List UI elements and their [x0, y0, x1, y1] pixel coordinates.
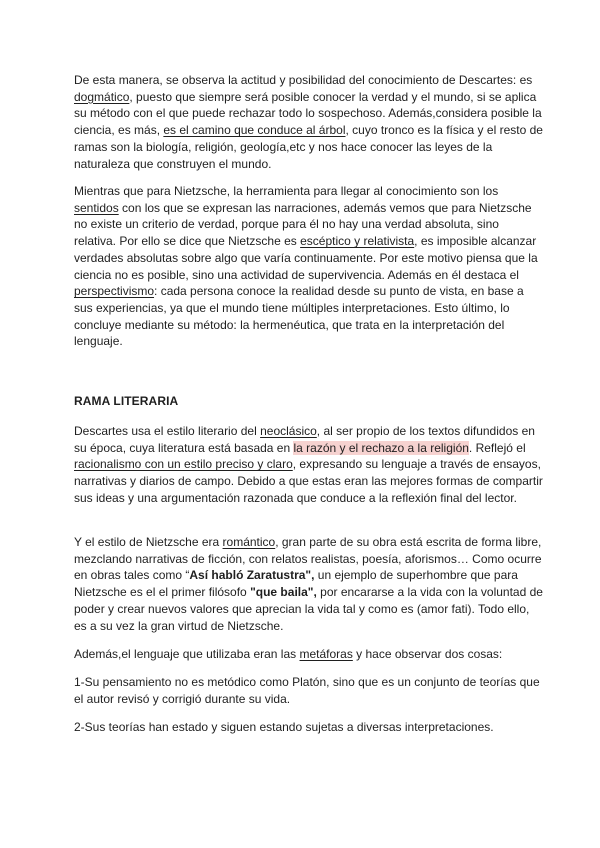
underlined-phrase-camino-arbol: es el camino que conduce al árbol [163, 123, 346, 138]
text-run: , expresando su lenguaje a través de ensayos, narrativas y diarios de campo. Debido a que estas eran las mejores formas de compartir sus ideas y una argumentación razonada que conduce a la reflexión final del lector. [74, 457, 543, 505]
text-run: , gran parte de su obra está escrita de forma libre, mezclando narrativas de ficción, con relatos realistas, poesía, aforismos… Como ocurre en obras tales como “ [74, 535, 542, 583]
numbered-point-2: 2-Sus teorías han estado y siguen estando sujetas a diversas interpretaciones. [74, 720, 494, 734]
underlined-term-dogmatico: dogmático [74, 89, 130, 104]
text-run: , cuyo tronco es la física y el resto de ramas son la biología, religión, geología,etc y nos hace conocer las leyes de la naturaleza que construyen el mundo. [74, 123, 543, 171]
underlined-term-neoclasico: neoclásico [260, 424, 317, 438]
text-run: , al ser propio de los textos difundidos en su época, cuya literatura está basada en [74, 424, 535, 455]
text-run: Además,el lenguaje que utilizaba eran las [74, 647, 300, 661]
paragraph-descartes-style [74, 423, 544, 507]
text-run: Y el estilo de Nietzsche era [74, 535, 223, 549]
paragraph-nietzsche-style [74, 534, 544, 634]
text-run: con los que se expresan las narraciones, además vemos que para Nietzsche no existe un criterio de verdad, porque para él no hay una verdad absoluta, sino relativa. Por ello se dice que Nietzsche es [74, 200, 532, 249]
text-run: Mientras que para Nietzsche, la herramienta para llegar al conocimiento son los [74, 184, 499, 198]
text-run: y hace observar dos cosas: [352, 647, 503, 661]
highlighted-phrase-razon: la razón y el rechazo a la religión [293, 440, 469, 455]
underlined-term-sentidos: sentidos [74, 200, 119, 215]
bold-phrase-que-baila: "que baila", [250, 585, 317, 600]
paragraph-descartes-knowledge [74, 72, 544, 172]
text-run: Descartes usa el estilo literario del [74, 424, 261, 438]
section-heading-rama-literaria: RAMA LITERARIA [74, 394, 179, 408]
text-run: , puesto que siempre será posible conocer la verdad y el mundo, si se aplica su método con el que puede rechazar todo lo sospechoso. Además,considera posible la ciencia, es más, [74, 89, 542, 138]
text-run: . Reflejó el [468, 440, 526, 455]
bold-title-zaratustra: Así habló Zaratustra", [189, 568, 315, 583]
underlined-term-perspectivismo: perspectivismo [74, 284, 155, 299]
underlined-term-metaforas: metáforas [299, 647, 353, 661]
text-run: por encararse a la vida con la voluntad de poder y crear nuevos valores que aprecian la vida tal y como es (amor fati). Todo ello, es a su vez la gran virtud de Nietzsche. [74, 585, 543, 633]
paragraph-nietzsche-knowledge [74, 183, 544, 350]
underlined-phrase-racionalismo: racionalismo con un estilo preciso y claro [74, 457, 293, 472]
text-run: un ejemplo de superhombre que para Nietzsche es el el primer filósofo [74, 568, 518, 600]
text-run: , es imposible alcanzar verdades absolutas sobre algo que varía continuamente. Por este motivo piensa que la ciencia no es posible, sino una actividad de supervivencia. Además en él destaca el [74, 234, 538, 282]
text-run: De esta manera, se observa la actitud y posibilidad del conocimiento de Descartes: es [74, 73, 533, 87]
text-run: : cada persona conoce la realidad desde su punto de vista, en base a sus experiencias, ya que el mundo tiene múltiples interpretaciones. Esto último, lo concluye mediante su método: la hermenéutica, que trata en la interpretación del lenguaje. [74, 284, 524, 349]
underlined-term-esceptico: escéptico y relativista [300, 234, 415, 249]
numbered-point-1: 1-Su pensamiento no es metódico como Platón, sino que es un conjunto de teorías que el autor revisó y corrigió durante su vida. [74, 675, 540, 706]
paragraph-metaforas [74, 646, 544, 663]
underlined-term-romantico: romántico [222, 535, 276, 549]
